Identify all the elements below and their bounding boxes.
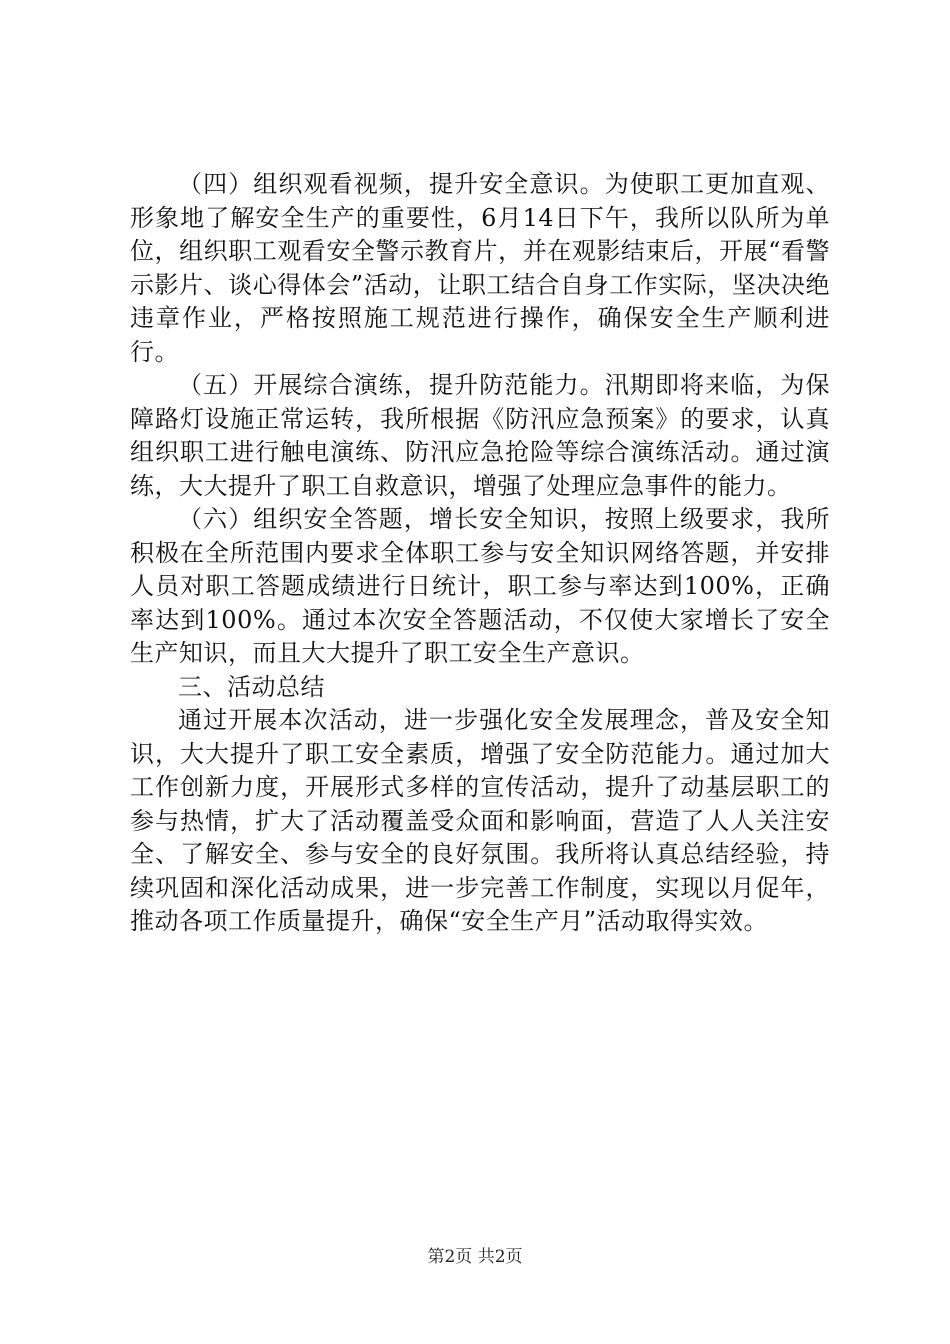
paragraph-quiz: （六）组织安全答题，增长安全知识，按照上级要求，我所积极在全所范围内要求全体职工参与安全知识网络答题，并安排人员对职工答题成绩进行日统计，职工参与率达到100%，正确率达到100%。通过本次安全答题活动，不仅使大家增长了安全生产知识，而且大大提升了职工安全生产意识。: [130, 505, 830, 667]
paragraph-summary: 通过开展本次活动，进一步强化安全发展理念，普及安全知识，大大提升了职工安全素质，增强了安全防范能力。通过加大工作创新力度，开展形式多样的宣传活动，提升了动基层职工的参与热情，扩大了活动覆盖受众面和影响面，营造了人人关注安全、了解安全、参与安全的良好氛围。我所将认真总结经验，持续巩固和深化活动成果，进一步完善工作制度，实现以月促年，推动各项工作质量提升，确保“安全生产月”活动取得实效。: [130, 706, 830, 935]
section-heading-summary: 三、活动总结: [178, 672, 325, 701]
paragraph-drill: （五）开展综合演练，提升防范能力。汛期即将来临，为保障路灯设施正常运转，我所根据《防汛应急预案》的要求，认真组织职工进行触电演练、防汛应急抢险等综合演练活动。通过演练，大大提升了职工自救意识，增强了处理应急事件的能力。: [130, 371, 830, 500]
paragraph-watch-video: （四）组织观看视频，提升安全意识。为使职工更加直观、形象地了解安全生产的重要性，6月14日下午，我所以队所为单位，组织职工观看安全警示教育片，并在观影结束后，开展“看警示影片、谈心得体会”活动，让职工结合自身工作实际，坚决决绝违章作业，严格按照施工规范进行操作，确保安全生产顺利进行。: [130, 170, 830, 366]
document-body: [130, 168, 830, 939]
page-number-footer: 第2页 共2页: [427, 1247, 523, 1267]
